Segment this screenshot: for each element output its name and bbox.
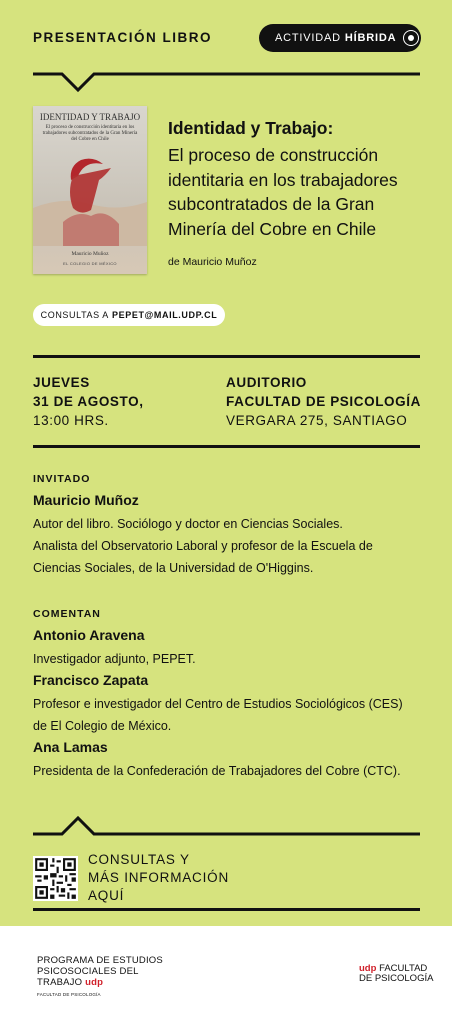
divider <box>33 355 420 358</box>
commentator-name: Antonio Aravena <box>33 627 145 643</box>
commentator-role: Presidenta de la Confederación de Trabajadores del Cobre (CTC). <box>33 764 401 778</box>
cover-illustration <box>33 146 147 246</box>
divider <box>33 908 420 911</box>
event-date <box>33 373 144 430</box>
event-type-title: PRESENTACIÓN LIBRO <box>33 30 213 45</box>
commentator-name: Francisco Zapata <box>33 672 149 688</box>
event-venue <box>226 373 421 430</box>
info-line: CONSULTAS Y <box>88 852 190 867</box>
bio-line: Autor del libro. Sociólogo y doctor en Ciencias Sociales. <box>33 517 343 531</box>
role-line: de El Colegio de México. <box>33 719 172 733</box>
cover-author: Mauricio Muñoz <box>71 251 109 257</box>
guest-section-label: INVITADO <box>33 473 91 485</box>
qr-code[interactable] <box>33 856 78 901</box>
activity-type: HÍBRIDA <box>344 32 397 44</box>
broadcast-icon <box>403 30 419 46</box>
commentator-name: Ana Lamas <box>33 739 108 755</box>
subtitle-line: Minería del Cobre en Chile <box>168 218 377 239</box>
program-faculty: FACULTAD DE PSICOLOGÍA <box>37 992 101 997</box>
contact-email-link[interactable]: PEPET@MAIL.UDP.CL <box>112 310 218 320</box>
udp-wordmark: udp <box>85 977 104 988</box>
venue-name: AUDITORIO <box>226 375 307 390</box>
divider <box>33 445 420 448</box>
venue-address: VERGARA 275, SANTIAGO <box>226 413 408 428</box>
commentator-role: Investigador adjunto, PEPET. <box>33 652 196 666</box>
program-line: PROGRAMA DE ESTUDIOS <box>37 955 163 966</box>
event-time: 13:00 HRS. <box>33 413 109 428</box>
commentators-section-label: COMENTAN <box>33 608 101 620</box>
event-day: JUEVES <box>33 375 90 390</box>
contact-email-pill[interactable] <box>33 304 225 326</box>
guest-bio <box>33 513 433 579</box>
activity-prefix: ACTIVIDAD <box>275 32 341 44</box>
bio-line: Analista del Observatorio Laboral y profesor de la Escuela de <box>33 539 373 553</box>
faculty-line: DE PSICOLOGÍA <box>359 973 434 984</box>
guest-name: Mauricio Muñoz <box>33 492 139 508</box>
subtitle-line: subcontratados de la Gran <box>168 194 375 214</box>
info-line: AQUÍ <box>88 888 125 903</box>
book-subtitle <box>168 143 428 241</box>
book-author: de Mauricio Muñoz <box>168 256 257 268</box>
activity-badge <box>259 24 421 52</box>
bio-line: Ciencias Sociales, de la Universidad de O'Higgins. <box>33 561 314 575</box>
divider-notch-top <box>0 62 452 96</box>
commentator-role <box>33 693 433 737</box>
faculty-logo <box>359 964 433 984</box>
book-cover <box>33 106 147 274</box>
more-info-link[interactable] <box>88 851 229 905</box>
cover-publisher: EL COLEGIO DE MÉXICO <box>63 261 117 266</box>
faculty-line: FACULTAD <box>379 963 428 974</box>
info-line: MÁS INFORMACIÓN <box>88 870 230 885</box>
divider-notch-bottom <box>0 812 452 838</box>
role-line: Profesor e investigador del Centro de Estudios Sociológicos (CES) <box>33 697 403 711</box>
cover-subtitle: El proceso de construcción identitaria en los trabajadores subcontratados de la Gran Minería del Cobre en Chile <box>42 125 138 142</box>
subtitle-line: identitaria en los trabajadores <box>168 169 398 190</box>
program-logo <box>37 955 163 988</box>
venue-faculty: FACULTAD DE PSICOLOGÍA <box>226 394 421 409</box>
cover-title: IDENTIDAD Y TRABAJO <box>39 112 141 122</box>
event-date-text: 31 DE AGOSTO, <box>33 394 144 409</box>
book-title: Identidad y Trabajo: <box>168 118 334 138</box>
contact-prefix: CONSULTAS A <box>40 310 109 320</box>
program-line: PSICOSOCIALES DEL <box>37 966 139 977</box>
udp-wordmark: udp <box>359 963 377 974</box>
subtitle-line: El proceso de construcción <box>168 145 379 165</box>
program-line: TRABAJO <box>37 977 83 988</box>
